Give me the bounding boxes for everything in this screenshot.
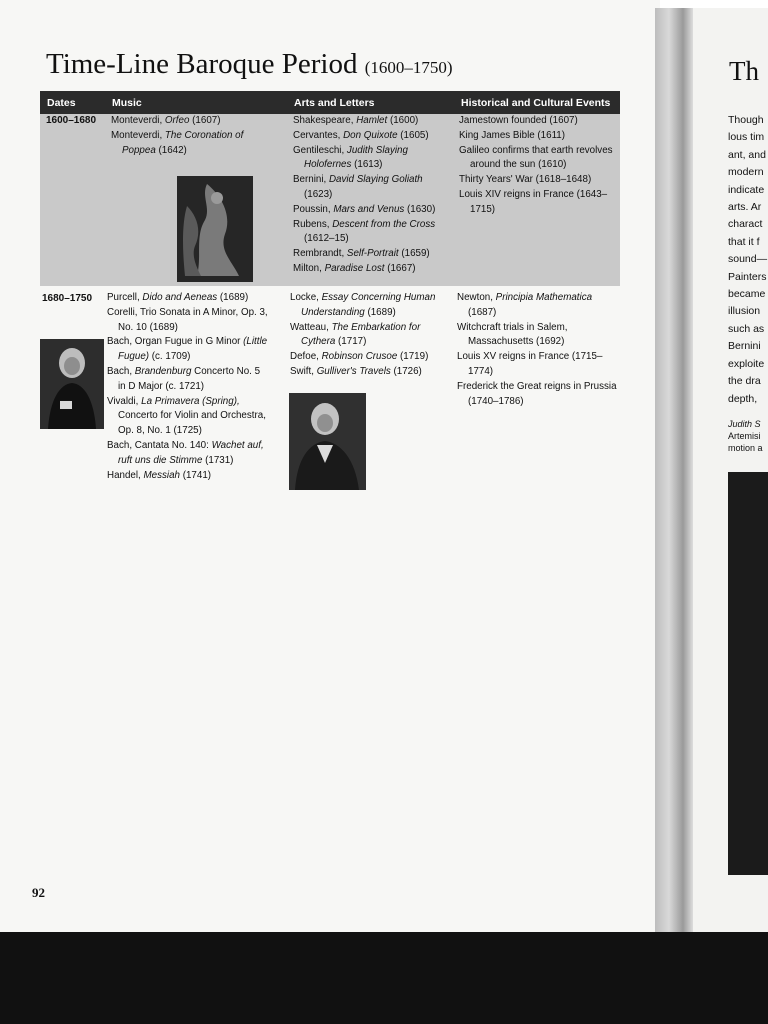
entry-work: Don Quixote [343, 129, 398, 141]
entry-post: (1659) [398, 248, 430, 260]
entry-post: (1717) [335, 336, 367, 348]
page-number: 92 [32, 885, 45, 900]
title-main: Time-Line Baroque Period [46, 48, 358, 80]
right-page-line: charact [728, 218, 763, 231]
period-2-history [457, 291, 617, 409]
timeline-entry [290, 350, 450, 365]
entry-post: (1741) [179, 469, 212, 481]
entry-work: Mars and Venus [333, 203, 405, 215]
entry-post: (1689) [217, 292, 249, 303]
timeline-entry [293, 262, 451, 277]
entry-work: Orfeo [164, 115, 190, 126]
entry-work: Robinson Crusoe [321, 351, 398, 363]
entry-work: Messiah [143, 469, 180, 481]
timeline-header [40, 91, 620, 114]
timeline-entry [457, 350, 617, 380]
timeline-entry [293, 247, 451, 262]
timeline-entry [107, 335, 270, 365]
header-history: Historical and Cultural Events [461, 97, 611, 109]
entry-pre: Purcell, [107, 292, 143, 303]
entry-pre: Shakespeare, [293, 115, 357, 126]
handel-portrait-image [289, 393, 366, 490]
entry-work: Wachet auf, ruft uns die Stimme [118, 439, 264, 466]
entry-post: (1689) [364, 306, 396, 318]
title-dates: (1600–1750) [364, 58, 453, 77]
timeline-entry [457, 380, 617, 410]
period-1-dates: 1600–1680 [46, 115, 97, 126]
entry-post: (c. 1709) [149, 351, 191, 363]
right-page-line: that it f [728, 235, 760, 248]
timeline-entry [107, 306, 270, 336]
timeline-entry [290, 291, 450, 321]
entry-pre: Galileo confirms that earth revolves around the sun (1610) [459, 144, 613, 171]
right-page-painting [728, 472, 768, 875]
entry-post: (1667) [384, 262, 416, 274]
timeline-entry [111, 129, 251, 159]
book-gutter [655, 8, 695, 938]
timeline-entry [111, 114, 251, 129]
entry-pre: Bach, [107, 365, 135, 377]
entry-pre: Louis XIV reigns in France (1643–1715) [459, 188, 608, 215]
entry-pre: Defoe, [290, 351, 322, 363]
entry-work: Dido and Aeneas [142, 292, 218, 303]
right-page-caption [728, 418, 763, 454]
entry-work: Brandenburg [134, 365, 192, 377]
entry-pre: Bach, Organ Fugue in G Minor [107, 336, 244, 348]
entry-work: La Primavera (Spring), [141, 395, 240, 407]
timeline-entry [293, 173, 451, 203]
period-1-history [459, 114, 614, 218]
timeline-entry [107, 469, 270, 484]
entry-pre: Witchcraft trials in Salem, Massachusetts (1692) [457, 321, 568, 348]
entry-pre: Monteverdi, [111, 129, 165, 141]
entry-work: Essay Concerning Human Understanding [301, 292, 436, 318]
timeline-entry [459, 114, 614, 129]
entry-post: Concerto for Violin and Orchestra, Op. 8, No. 1 (1725) [118, 410, 266, 437]
entry-pre: Swift, [290, 365, 317, 377]
entry-work: (Little Fugue) [118, 336, 268, 363]
timeline-entry [459, 188, 614, 218]
right-page-line: arts. Ar [728, 201, 762, 214]
entry-work: David Slaying Goliath [328, 174, 423, 186]
entry-pre: Louis XV reigns in France (1715–1774) [457, 351, 603, 377]
timeline-entry [107, 291, 270, 306]
timeline-entry [293, 218, 451, 248]
entry-post: (1687) [468, 306, 497, 318]
right-page-line: lous tim [728, 131, 765, 144]
right-page [693, 8, 768, 938]
entry-pre: Vivaldi, [107, 395, 142, 407]
entry-post: (1613) [351, 159, 383, 171]
entry-post: (1731) [202, 454, 234, 466]
period-1-arts [293, 114, 451, 277]
right-page-line: ant, and [728, 148, 766, 161]
timeline-entry [293, 114, 451, 129]
right-page-line: Judith S [728, 419, 761, 429]
timeline-entry [293, 144, 451, 174]
timeline-entry [107, 395, 270, 439]
right-page-line: illusion [728, 305, 761, 318]
timeline-entry [457, 291, 617, 321]
scan-shadow [0, 932, 768, 1024]
entry-pre: Gentileschi, [293, 144, 347, 156]
timeline-entry [107, 439, 270, 469]
entry-post: (1600) [387, 115, 419, 126]
entry-post: (1719) [397, 351, 429, 363]
right-page-line: Bernini [728, 340, 761, 353]
timeline-entry [293, 203, 451, 218]
timeline-entry [459, 144, 614, 174]
entry-post: (1607) [189, 115, 221, 126]
entry-pre: Poussin, [293, 203, 334, 215]
timeline-entry [459, 129, 614, 144]
timeline-entry [107, 365, 270, 395]
entry-pre: Rembrandt, [293, 248, 347, 260]
period-1-music [111, 114, 251, 158]
header-music: Music [112, 97, 142, 109]
entry-pre: Corelli, Trio Sonata in A Minor, Op. 3, No. 10 (1689) [107, 306, 268, 333]
entry-work: Hamlet [356, 115, 388, 126]
right-page-line: such as [728, 322, 765, 335]
bach-portrait-image [40, 339, 104, 429]
right-page-line: Painters [728, 270, 767, 283]
entry-pre: Bach, Cantata No. 140: [107, 439, 212, 451]
entry-pre: Newton, [457, 292, 496, 303]
entry-pre: Rubens, [293, 218, 333, 230]
entry-pre: Watteau, [290, 321, 332, 333]
entry-work: Descent from the Cross [332, 218, 436, 230]
entry-pre: Bernini, [293, 174, 329, 186]
entry-pre: Handel, [107, 469, 144, 481]
entry-work: Gulliver's Travels [316, 365, 391, 377]
baroque-painting-image [177, 176, 253, 282]
entry-pre: Cervantes, [293, 129, 344, 141]
timeline-entry [457, 321, 617, 351]
right-page-text [728, 112, 767, 408]
entry-work: Judith Slaying Holofernes [304, 144, 408, 171]
entry-pre: Locke, [290, 292, 322, 303]
timeline-entry [290, 321, 450, 351]
right-page-line: modern [728, 166, 764, 179]
right-page-line: became [728, 288, 766, 301]
right-page-line: Artemisi [728, 431, 761, 441]
period-2-music [107, 291, 270, 483]
entry-pre: Milton, [293, 262, 325, 274]
right-page-line: exploite [728, 357, 765, 370]
entry-pre: Thirty Years' War (1618–1648) [459, 174, 592, 186]
entry-pre: Frederick the Great reigns in Prussia (1740–1786) [457, 380, 617, 407]
right-page-line: indicate [728, 183, 765, 196]
entry-post: (1642) [155, 144, 187, 156]
right-page-line: the dra [728, 375, 761, 388]
entry-pre: Monteverdi, [111, 115, 165, 126]
right-page-line: sound— [728, 253, 768, 266]
entry-work: Principia Mathematica [495, 292, 593, 303]
entry-post: (1612–15) [304, 233, 349, 245]
entry-post: (1605) [397, 129, 429, 141]
right-page-line: motion a [728, 443, 763, 453]
header-arts: Arts and Letters [294, 97, 375, 109]
entry-post: Concerto No. 5 in D Major (c. 1721) [118, 365, 261, 392]
right-page-line: depth, [728, 392, 758, 405]
entry-pre: Jamestown founded (1607) [459, 115, 578, 126]
entry-work: The Coronation of Poppea [122, 129, 244, 156]
period-2-dates: 1680–1750 [42, 293, 93, 304]
entry-pre: King James Bible (1611) [459, 129, 566, 141]
timeline-entry [293, 129, 451, 144]
entry-work: Self-Portrait [346, 248, 399, 260]
timeline-entry [290, 365, 450, 380]
period-2-arts [290, 291, 450, 380]
right-page-line: Though [728, 114, 764, 126]
entry-post: (1623) [304, 188, 333, 200]
header-dates: Dates [47, 97, 76, 109]
entry-work: The Embarkation for Cythera [301, 321, 421, 348]
entry-post: (1726) [390, 365, 422, 377]
timeline-entry [459, 173, 614, 188]
page-title [46, 48, 453, 81]
right-page-heading: Th [729, 56, 759, 86]
entry-work: Paradise Lost [324, 262, 385, 274]
entry-post: (1630) [404, 203, 436, 215]
